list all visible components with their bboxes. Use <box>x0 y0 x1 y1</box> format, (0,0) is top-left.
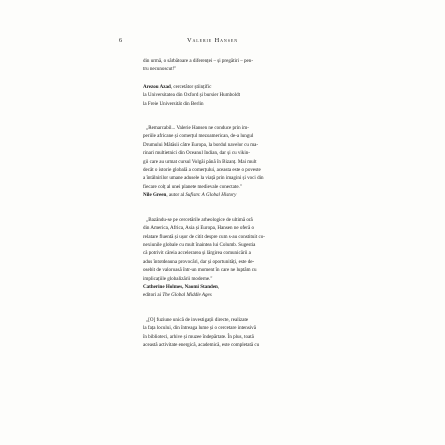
attribution-line <box>143 283 317 291</box>
text-line: fiecare colț al unei planete medievale conectate." <box>143 183 242 190</box>
page-body <box>143 57 317 349</box>
text-line: „Bazându-se pe cercetările arheologice de ultimă oră <box>146 216 253 223</box>
reviewer-title: editori ai <box>143 292 163 299</box>
text-line: decât o istorie globală a comerțului, aceasta este o poveste <box>143 167 261 174</box>
page-number: 6 <box>119 37 123 44</box>
attribution-line <box>143 291 317 299</box>
text-line: din America, Africa, Asia și Europa, Hansen ne oferă o <box>143 225 254 232</box>
text-line: în biblioteci, arhive și muzee îndepărtate. În plus, toată <box>143 333 254 340</box>
text-line: periile africane și comerțul mezoamerican, de-a lungul <box>143 133 254 140</box>
text-line: rinari multietnici din Oceanul Indian, dar și cu vikin- <box>143 150 250 157</box>
text-line: gii care au urmat cursul Volgăi până în Bizanț. Mai mult <box>143 158 257 165</box>
attribution-line: la Universitatea din Oxford și bursier Humboldt <box>143 92 240 99</box>
blurb-3 <box>143 216 317 300</box>
text-line: relatare fluentă și ușor de citit despre cum s-au constituit co- <box>143 233 265 240</box>
text-line: din urmă, o sărbătoare a diferenței – și pregătiri – pen- <box>143 58 254 64</box>
text-line: „Remarcabil... Valerie Hansen ne conduce prin im- <box>146 125 249 132</box>
text-line: nexiunile globale cu mult înaintea lui Columb. Sugestia <box>143 241 256 248</box>
attribution-line: la Freie Universität din Berlin <box>143 100 204 107</box>
text-line: implicațiile globalizării moderne." <box>143 275 213 282</box>
text-line: osebit de valoroasă într-un moment în care ne luptăm cu <box>143 267 257 274</box>
reviewer-name: Nile Green <box>143 192 167 199</box>
blurb-1 <box>143 57 317 108</box>
book-title: The Global Middle Ages <box>162 292 212 299</box>
text-line: la fața locului, din întreaga lume și o cercetare intensivă <box>143 325 256 332</box>
reviewer-name: Arezou Azad <box>143 83 171 90</box>
attribution-line <box>143 83 317 91</box>
reviewer-name: Catherine Holmes, Naomi Standen <box>143 283 218 290</box>
text-line: Drumului Mătăsii către Europa, la bordul navelor cu ma- <box>143 141 259 148</box>
book-title: Sufism: A Global History <box>185 192 237 199</box>
text-line: „[O] fuziune unică de investigații directe, realizate <box>146 316 249 323</box>
text-line: că potrivit căreia accelerarea și lărgirea comunicării a <box>143 250 251 257</box>
attribution-line <box>143 191 317 199</box>
reviewer-title: , <box>217 283 220 290</box>
blurb-2 <box>143 124 317 200</box>
blurb-4 <box>143 316 317 350</box>
reviewer-title: , cercetător științific <box>170 83 212 90</box>
text-line: această activitate energică, academică, este completată cu <box>143 341 260 348</box>
running-head: Valerie Hansen <box>187 37 238 44</box>
text-line: a întâlnirilor umane adusele la viață prin imagini și voci din <box>143 175 264 182</box>
reviewer-title: , autor al <box>166 192 186 199</box>
page-header <box>119 37 329 47</box>
text-line: tru necunoscut!" <box>143 66 177 73</box>
text-line: adus întotdeauna provocări, dar și oportunități, este de- <box>143 258 255 265</box>
